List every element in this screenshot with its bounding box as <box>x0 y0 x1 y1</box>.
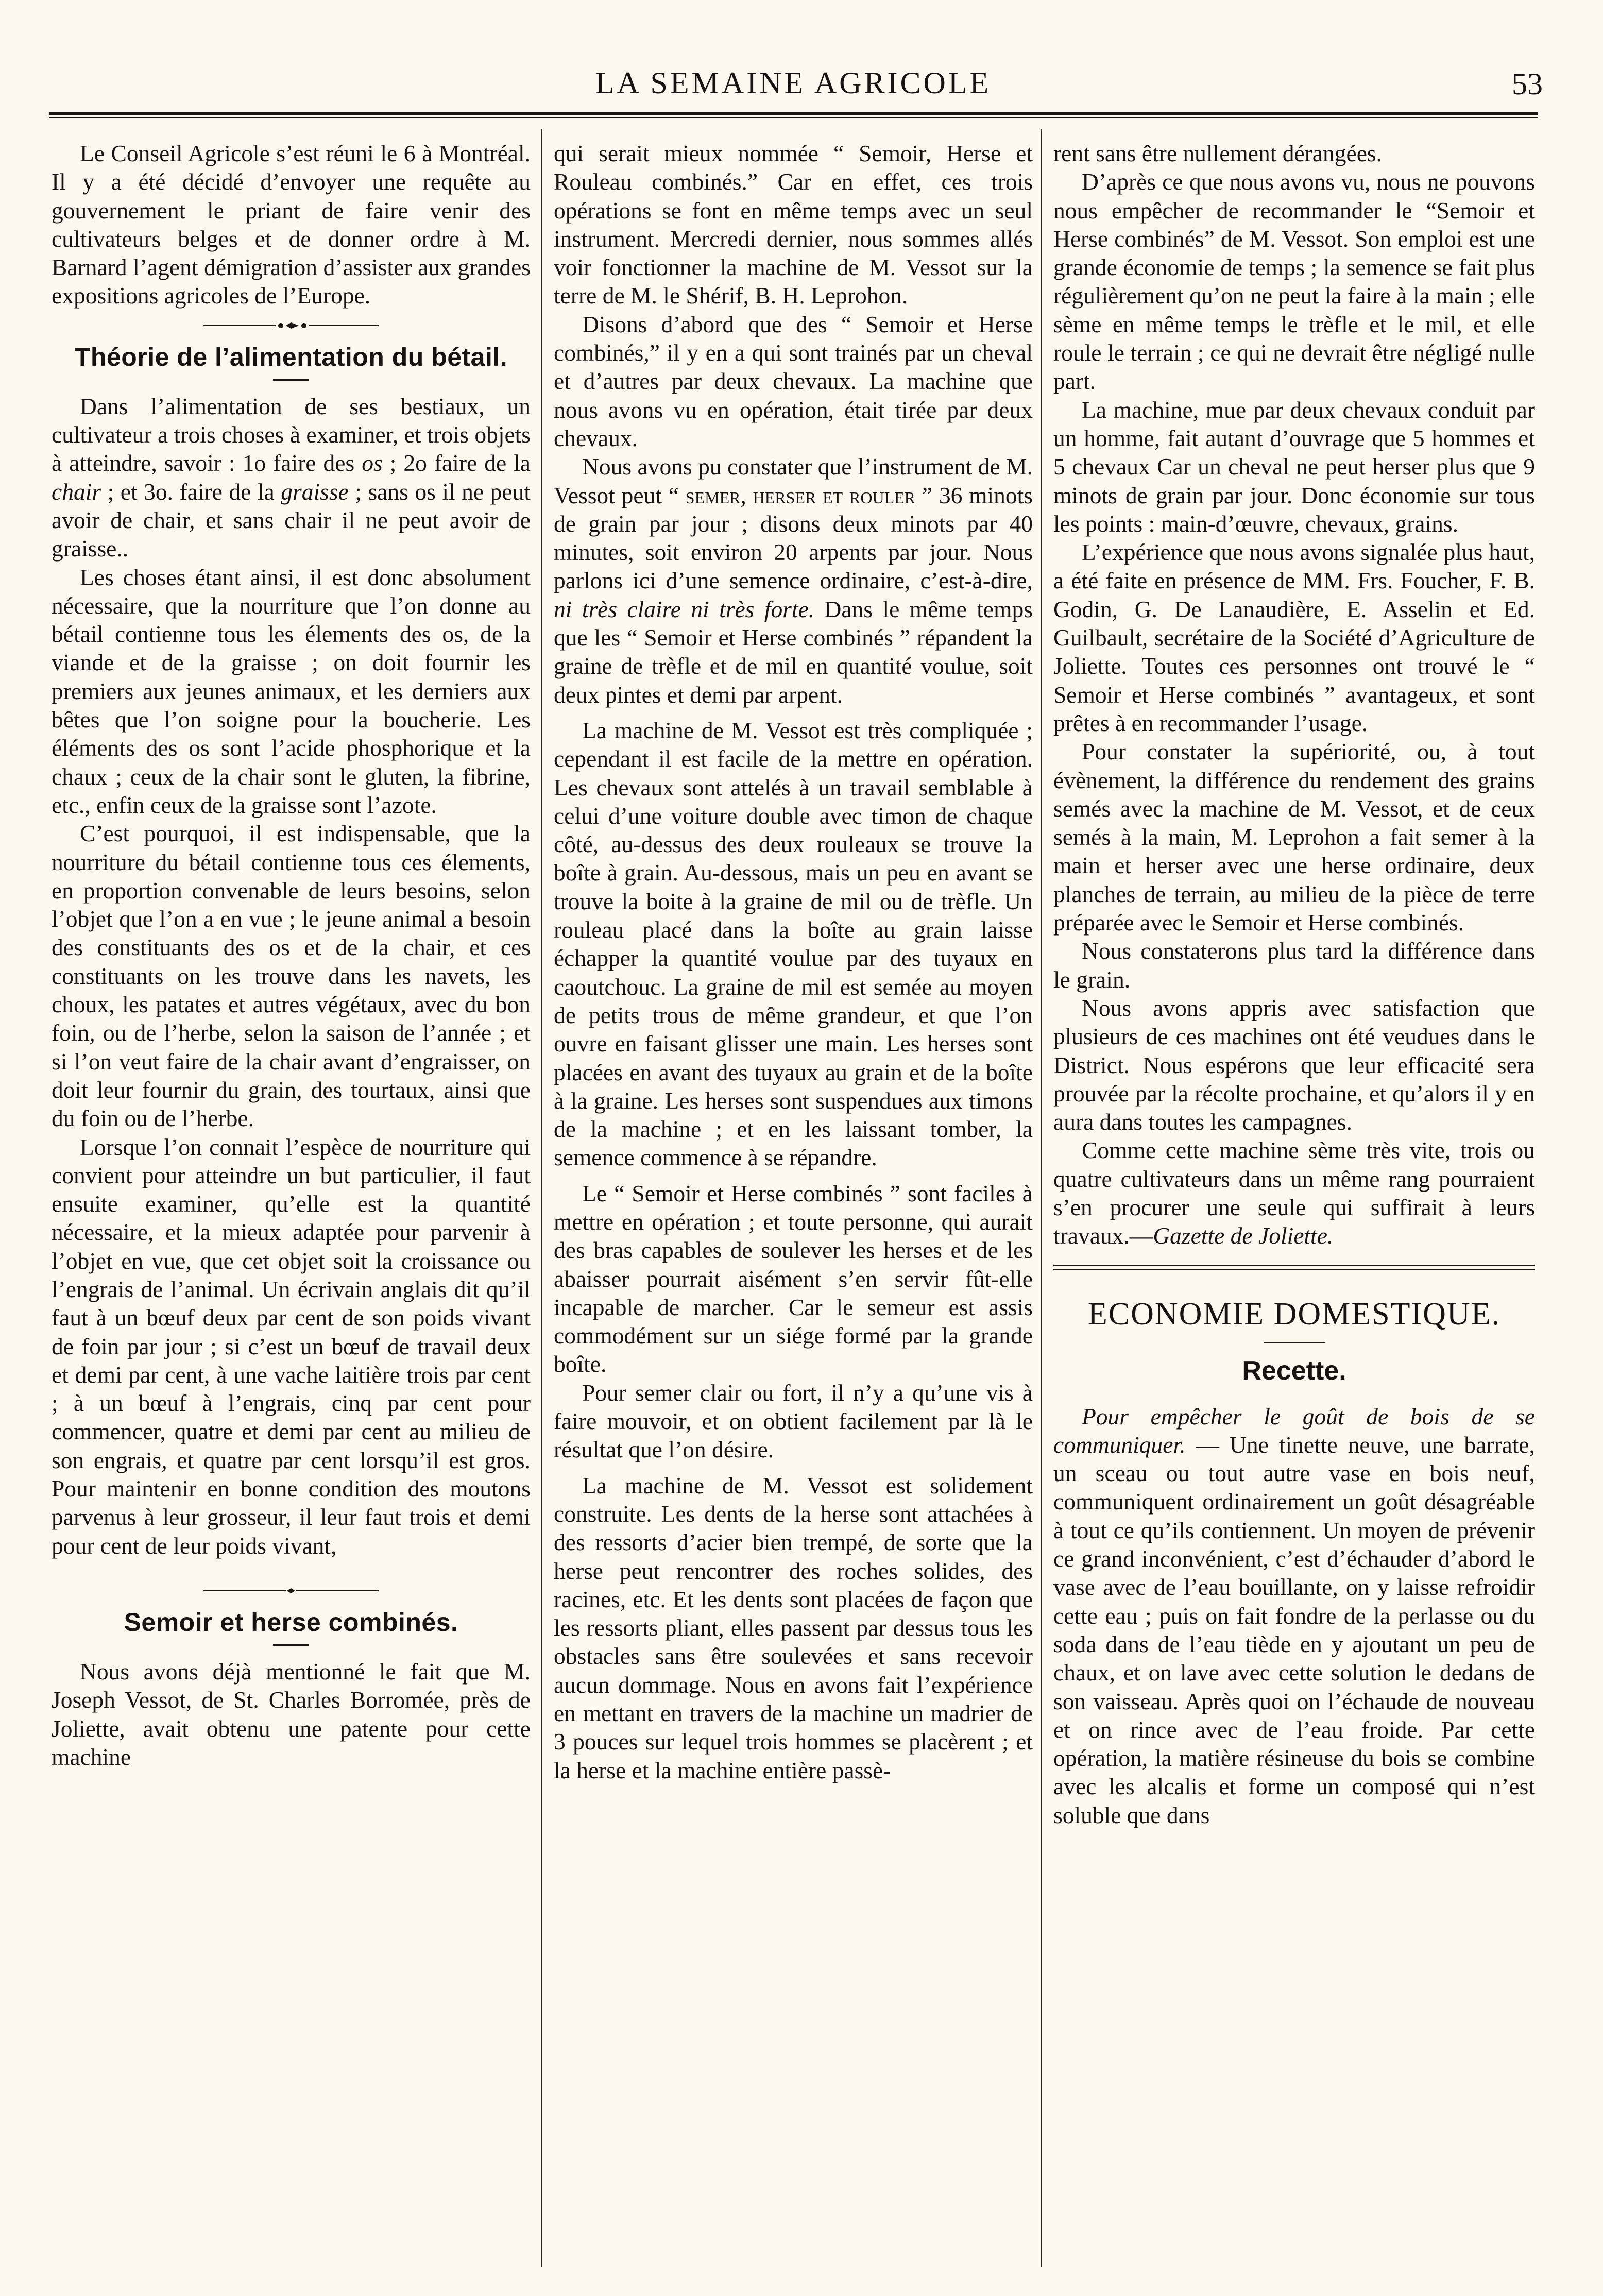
column-divider-2 <box>1041 129 1042 2267</box>
seeder-paragraph-12: L’expérience que nous avons signalée plus haut, a été faite en présence de MM. Frs. Foucher, F. B. Godin, G. De Lanaudière, E. Asselin et Ed. Guilbault, secrétaire de la Société d’Agriculture de Joliette. Toutes ces personnes ont trouvé le “ Semoir et Herse combinés ” avantageux, et sont prêtes à en recommander l’usage. <box>1053 539 1535 736</box>
seeder-paragraph-7: Pour semer clair ou fort, il n’y a qu’une vis à faire mouvoir, et on obtient facilement par là le résultat que l’on désire. <box>554 1379 1033 1463</box>
section-title-domestic-economy: ECONOMIE DOMESTIQUE. <box>1087 1296 1501 1332</box>
seeder-paragraph-11: La machine, mue par deux chevaux conduit par un homme, fait autant d’ouvrage que 5 hommes et 5 chevaux Car un cheval ne peut herser plus que 9 minots de grain par jour. Donc économie sur tous les points : main-d’œuvre, chevaux, grains. <box>1053 396 1535 537</box>
page-header <box>49 59 1543 111</box>
header-rule-thin <box>49 117 1538 118</box>
section-rule <box>1053 1265 1535 1266</box>
page-number: 53 <box>1512 67 1543 101</box>
feeding-paragraph-3: C’est pourquoi, il est indispensable, que la nourriture du bétail contienne tous ces élements, en proportion convenable de leurs besoins, selon l’objet que l’on a en vue ; le jeune animal a besoin des constituants des os et de la chair, et ces constituants on les trouve dans les navets, les choux, les patates et autres végétaux, avec du bon foin, ou de l’herbe, selon la saison de l’année ; et si l’on veut faire de la chair avant d’engraisser, on doit leur fournir du grain, des tourtaux, ainsi que du foin ou de l’herbe. <box>52 820 531 1132</box>
heading-feeding-theory: Théorie de l’alimentation du bétail. <box>74 342 508 371</box>
ornament-divider-icon <box>198 1586 384 1596</box>
seeder-paragraph-10: D’après ce que nous avons vu, nous ne pouvons nous empêcher de recommander le “Semoir et Herse combinés” de M. Vessot. Son emploi est une grande économie de temps ; la semence se fait plus régulièrement qu’on ne peut la faire à la main ; elle sème en même temps le trèfle et le mil, et elle roule le terrain ; ce qui ne devrait être négligé nulle part. <box>1053 168 1535 395</box>
heading-dash <box>273 1644 309 1646</box>
masthead-title: LA SEMAINE AGRICOLE <box>595 66 992 100</box>
column-divider-1 <box>541 129 542 2267</box>
seeder-paragraph-14: Nous constaterons plus tard la différence dans le grain. <box>1053 938 1535 993</box>
seeder-paragraph-8: La machine de M. Vessot est solidement construite. Les dents de la herse sont attachées à des ressorts d’acier bien trempé, de sorte que la herse peut rencontrer des roches solides, des racines, etc. Et les dents sont placées de façon que les ressorts pliant, elles passent par dessus tous les obstacles sans être soulevées et sans recevoir aucun dommage. Nous en avons fait l’expérience en mettant en travers de la machine un madrier de 3 pouces sur lequel trois hommes se placèrent ; et la herse et la machine entière passè- <box>554 1472 1033 1783</box>
feeding-paragraph-1: Dans l’alimentation de ses bestiaux, un cultivateur a trois choses à examiner, et trois objets à atteindre, savoir : 1o faire des os ; 2o faire de la chair ; et 3o. faire de la graisse ; sans os il ne peut avoir de chair, et sans chair il ne peut avoir de graisse.. <box>52 393 531 562</box>
seeder-paragraph-1: Nous avons déjà mentionné le fait que M. Joseph Vessot, de St. Charles Borromée, près de Joliette, avait obtenu une patente pour cette machine <box>52 1658 531 1770</box>
seeder-paragraph-4: Nous avons pu constater que l’instrument de M. Vessot peut “ semer, herser et rouler ” 36 minots de grain par jour ; disons deux minots par 40 minutes, soit environ 20 arpents par jour. Nous parlons ici d’une semence ordinaire, c’est-à-dire, ni très claire ni très forte. Dans le même temps que les “ Semoir et Herse combinés ” répandent la graine de trèfle et de mil en quantité voulue, soit deux pintes et demi par arpent. <box>554 453 1033 708</box>
seeder-paragraph-16: Comme cette machine sème très vite, trois ou quatre cultivateurs dans un même rang pourraient s’en procurer une seule qui suffirait à leurs travaux.—Gazette de Joliette. <box>1053 1137 1535 1249</box>
ornament-divider-icon <box>198 320 384 331</box>
seeder-paragraph-13: Pour constater la supériorité, ou, à tout évènement, la différence du rendement des grains semés avec la machine de M. Vessot, et de ceux semés à la main, M. Leprohon a fait semer à la main et herser avec une herse ordinaire, deux planches de terrain, au milieu de la pièce de terre préparée avec le Semoir et Herse combinés. <box>1053 738 1535 936</box>
column-1 <box>52 139 531 2267</box>
seeder-paragraph-15: Nous avons appris avec satisfaction que plusieurs de ces machines ont été veudues dans le District. Nous espérons que leur efficacité sera prouvée par la récolte prochaine, et qu’alors il y en aura dans toutes les campagnes. <box>1053 994 1535 1135</box>
feeding-paragraph-4: Lorsque l’on connait l’espèce de nourriture qui convient pour atteindre un but particulier, il faut ensuite examiner, qu’elle est la quantité nécessaire, et la mieux adaptée pour parvenir à l’objet en vue, que cet objet soit la croissance ou l’engrais de l’animal. Un écrivain anglais dit qu’il faut à un bœuf deux par cent de son poids vivant de foin par jour ; si c’est un bœuf de travail deux et demi par cent, à une vache laitière trois par cent ; à un bœuf à l’engrais, cinq par cent pour commencer, quatre et demi par cent au milieu de son engrais, et quatre par cent lorsqu’il est gros. Pour maintenir en bonne condition des moutons parvenus à leur grosseur, il leur faut trois et demi pour cent de leur poids vivant, <box>52 1133 531 1559</box>
seeder-paragraph-9: rent sans être nullement dérangées. <box>1053 140 1382 166</box>
seeder-paragraph-5: La machine de M. Vessot est très compliquée ; cependant il est facile de la mettre en opération. Les chevaux sont attelés à un travail semblable à celui d’une voiture double avec timon de chaque côté, au-dessus des deux rouleaux se trouve la boîte à grain. Au-dessous, mais un peu en avant se trouve la boite à la graine de mil ou de trèfle. Un rouleau placé dans la boîte au grain laisse échapper la quantité voulue par des tuyaux en caoutchouc. La graine de mil est semée au moyen de petits trous de même grandeur, et que l’on ouvre en faisant glisser une main. Les herses sont placées en avant des tuyaux au grain et de la boîte à la graine. Les herses sont suspendues aux timons de la machine ; et en les laissant tomber, la semence commence à se répandre. <box>554 717 1033 1171</box>
recipe-paragraph: Pour empêcher le goût de bois de se communiquer. — Une tinette neuve, une barrate, un sceau ou tout autre vase en bois neuf, communiquent ordinairement un goût désagréable à tout ce qu’ils contiennent. Un moyen de prévenir ce grand inconvénient, c’est d’échauder d’abord le vase avec de l’eau bouillante, on y laisse refroidir cette eau ; puis on fait fondre de la perlasse ou du soda dans de l’eau tiède en y ajoutant un peu de chaux, et on lave avec cette solution le dedans de son vaisseau. Après quoi on l’échaude de nouveau et on rince avec de l’eau froide. Par cette opération, la matière résineuse du bois se combine avec les alcalis et forme un composé qui n’est soluble que dans <box>1053 1403 1535 1828</box>
seeder-paragraph-6: Le “ Semoir et Herse combinés ” sont faciles à mettre en opération ; et toute personne, qui aurait des bras capables de soulever les herses et de les abaisser pourrait aisément s’en servir fût-elle incapable de marcher. Car le semeur est assis commodément sur un siége formé par la grande boîte. <box>554 1180 1033 1377</box>
heading-dash <box>273 379 309 381</box>
article-council-paragraph: Le Conseil Agricole s’est réuni le 6 à Montréal. Il y a été décidé d’envoyer une requête au gouvernement le priant de faire venir des cultivateurs belges et de donner ordre à M. Barnard l’agent démigration d’assister aux grandes expositions agricoles de l’Europe. <box>52 140 531 309</box>
column-3 <box>1053 139 1535 2267</box>
seeder-paragraph-3: Disons d’abord que des “ Semoir et Herse combinés,” il y en a qui sont trainés par un cheval et d’autres par deux chevaux. La machine que nous avons vu en opération, était tirée par deux chevaux. <box>554 311 1033 451</box>
header-rule-thick <box>49 112 1538 115</box>
section-rule-thin <box>1053 1269 1535 1270</box>
heading-recipe: Recette. <box>1242 1355 1346 1386</box>
seeder-paragraph-2: qui serait mieux nommée “ Semoir, Herse et Rouleau combinés.” Car en effet, ces trois opérations se font en même temps avec un seul instrument. Mercredi dernier, nous sommes allés voir fonctionner la machine de M. Vessot sur la terre de M. le Shérif, B. H. Leprohon. <box>554 140 1033 309</box>
column-2 <box>554 139 1033 2267</box>
feeding-paragraph-2: Les choses étant ainsi, il est donc absolument nécessaire, que la nourriture que l’on donne au bétail contienne tous les élements des os, de la viande et de la graisse ; on doit fournir les premiers aux jeunes animaux, et les derniers aux bêtes que l’on soigne pour la boucherie. Les éléments des os sont l’acide phosphorique et la chaux ; ceux de la chair sont le gluten, la fibrine, etc., enfin ceux de la graisse sont l’azote. <box>52 564 531 818</box>
section-dash <box>1264 1342 1325 1343</box>
heading-seeder-harrow: Semoir et herse combinés. <box>124 1607 458 1637</box>
